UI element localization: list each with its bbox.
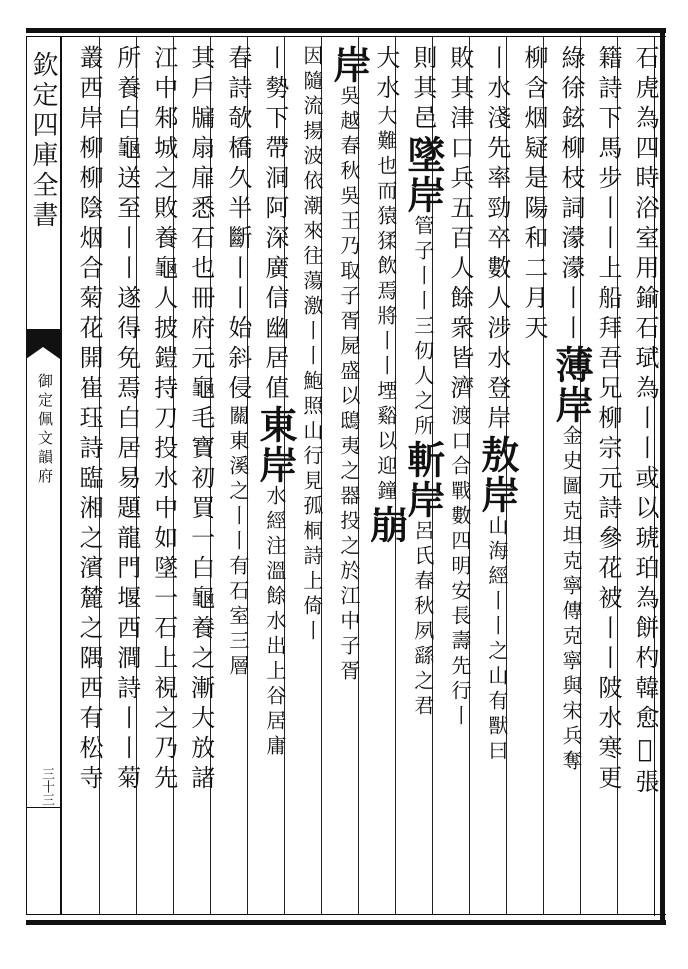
annotation-text: 將丨丨堙谿以迎鐘 — [373, 305, 398, 505]
body-text: 丨勢下帶洞阿深廣信幽居值 — [260, 45, 289, 405]
annotation-text: 因隨流揚波依潮來往蕩激丨丨鮑照山行見孤桐詩上倚丨 — [299, 45, 324, 645]
annotation-text: 吳越春秋吳王乃取子胥屍盛以鴟夷之器投之於江中子胥 — [336, 85, 361, 685]
headword: 東岸 — [252, 405, 298, 485]
body-text: 丨水淺先率勁卒數人涉水登岸 — [482, 45, 511, 435]
headword: 薄岸 — [548, 345, 594, 425]
body-text: 叢西岸柳柳陰烟合菊花開崔珏詩臨湘之濱麓之隅西有松寺 — [75, 45, 104, 795]
page-number: 三十三 — [39, 767, 54, 806]
body-text: 敗其津口兵五百人餘衆皆濟 — [445, 45, 474, 405]
margin-column — [26, 37, 60, 914]
annotation-text: 管子丨丨三仞人之所 — [410, 215, 435, 440]
text-column — [62, 37, 104, 914]
annotation-text: 大難也而猿猱飲焉 — [373, 105, 398, 305]
body-text: 所養白龜送至丨丨遂得免焉白居易題龍門堰西澗詩丨丨菊 — [112, 45, 141, 795]
body-text: 大水 — [371, 45, 400, 105]
volume-title: 御定佩文韻府 — [36, 373, 54, 487]
annotation-text: 山海經丨丨之山有獸曰 — [484, 515, 509, 765]
annotation-text: 金史圖克坦克寧傳克寧與宋兵奪 — [558, 425, 583, 775]
annotation-text: 渡口合戰數四明安長壽先行丨 — [447, 405, 472, 730]
body-text: 則其邑 — [408, 45, 437, 135]
page-number-rule — [26, 807, 60, 808]
headword: 墜岸 — [400, 135, 446, 215]
fishtail-mark — [26, 329, 60, 359]
body-text: 春詩欹橋久半斷丨丨始斜侵 — [223, 45, 252, 405]
headword: 斬岸 — [400, 440, 446, 520]
frame-top-rule — [26, 28, 666, 33]
annotation-text: 水經注溫餘水出上谷居庸 — [262, 485, 287, 760]
headword: 崩 — [363, 505, 409, 545]
frame-bottom-rule — [26, 920, 666, 925]
body-text: 綠徐鉉柳枝詞濛濛丨丨 — [556, 45, 585, 345]
frame-bottom-inner-rule — [26, 914, 666, 915]
body-text: 柳含烟疑是陽和二月天 — [519, 45, 548, 345]
book-title: 欽定四庫全書 — [28, 51, 58, 231]
annotation-text: 呂氏春秋夙繇之君 — [410, 520, 435, 720]
annotation-text: 關東溪之丨丨有石室三層 — [225, 405, 250, 680]
body-text: 石虎為四時浴室用鍮石珷為丨丨或以琥珀為餅杓韓愈𣈆張 — [630, 45, 659, 799]
body-text: 其戶牖扇扉悉石也冊府元龜毛寶初買一白龜養之漸大放諸 — [186, 45, 215, 795]
headword: 岸 — [326, 45, 372, 85]
column-text — [62, 45, 116, 795]
headword: 敖岸 — [474, 435, 520, 515]
body-text: 籍詩下馬步丨丨上船拜吾兄柳宗元詩參花被丨丨陂水寒更 — [593, 45, 622, 795]
body-text: 江中邾城之敗養龜人披鎧持刀投水中如墜一石上視之乃先 — [149, 45, 178, 795]
text-columns — [62, 37, 659, 914]
